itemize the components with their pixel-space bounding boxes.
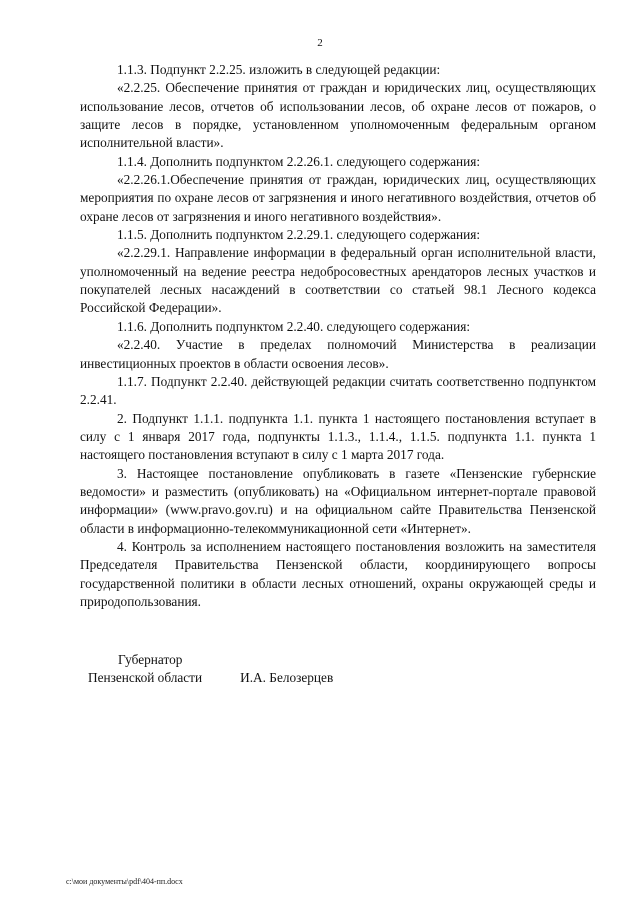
paragraph-1-1-3: 1.1.3. Подпункт 2.2.25. изложить в следующей редакции:	[117, 62, 441, 77]
paragraph-1-1-4: 1.1.4. Дополнить подпунктом 2.2.26.1. следующего содержания:	[117, 153, 481, 169]
signature-name: И.А. Белозерцев	[240, 670, 334, 685]
paragraph-1-1-6: 1.1.6. Дополнить подпунктом 2.2.40. следующего содержания:	[117, 318, 471, 334]
signature-title-line2: Пензенской области	[88, 670, 203, 685]
document-body	[80, 61, 596, 611]
paragraph-2-2-29-1: «2.2.29.1. Направление информации в федеральный орган исполнительной власти, уполномоченный на ведение реестра недобросовестных арендаторов лесных участков и покупателей лесных насаждений в соответствии со статьей 98.1 Лесного кодекса Российской Федерации».	[80, 245, 596, 316]
paragraph-1-1-5: 1.1.5. Дополнить подпунктом 2.2.29.1. следующего содержания:	[117, 227, 481, 243]
paragraph-2-2-25: «2.2.25. Обеспечение принятия от граждан и юридических лиц, осуществляющих использование лесов, отчетов об использовании лесов, об охране лесов от пожаров, о защите лесов в порядке, установленном уполномоченным федеральным органом исполнительной власти».	[80, 80, 596, 151]
signature-block	[88, 651, 333, 687]
signature-title-line1: Губернатор	[118, 652, 183, 667]
paragraph-3: 3. Настоящее постановление опубликовать в газете «Пензенские губернские ведомости» и разместить (опубликовать) на «Официальном интернет-портале правовой информации» (www.pravo.gov.ru) и на официальном сайте Правительства Пензенской области в информационно-телекоммуникационной сети «Интернет».	[80, 465, 596, 536]
paragraph-2-2-40: «2.2.40. Участие в пределах полномочий Министерства в реализации инвестиционных проектов в области освоения лесов».	[80, 337, 596, 371]
footer-file-path: c:\мои документы\pdf\404-пп.docx	[66, 877, 183, 886]
paragraph-2-2-26-1: «2.2.26.1.Обеспечение принятия от граждан, юридических лиц, осуществляющих мероприятия по охране лесов от загрязнения и иного негативного воздействия, отчетов об охране лесов от загрязнения и иного негативного воздействия».	[80, 172, 596, 224]
paragraph-4: 4. Контроль за исполнением настоящего постановления возложить на заместителя Председателя Правительства Пензенской области, координирующего вопросы государственной политики в области лесных отношений, охраны окружающей среды и природопользования.	[80, 538, 596, 609]
paragraph-2: 2. Подпункт 1.1.1. подпункта 1.1. пункта 1 настоящего постановления вступает в силу с 1 января 2017 года, подпункты 1.1.3., 1.1.4., 1.1.5. подпункта 1.1. пункта 1 настоящего постановления вступают в силу с 1 марта 2017 года.	[80, 410, 596, 463]
page-number: 2	[317, 37, 323, 49]
signature-row	[88, 669, 333, 687]
paragraph-1-1-7: 1.1.7. Подпункт 2.2.40. действующей редакции считать соответственно подпунктом 2.2.41.	[80, 373, 596, 408]
